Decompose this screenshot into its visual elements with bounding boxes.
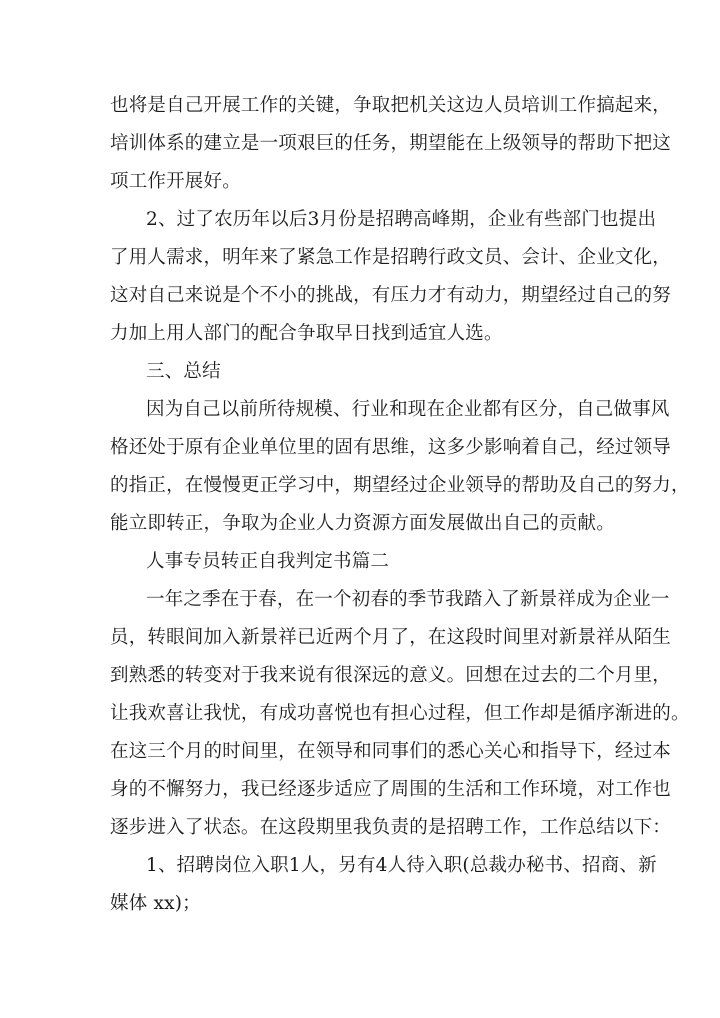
text-line: 的指正，在慢慢更正学习中，期望经过企业领导的帮助及自己的努力， <box>110 475 690 496</box>
section-title: 人事专员转正自我判定书篇二 <box>146 551 390 572</box>
text-line: 1、招聘岗位入职1人，另有4人待入职(总裁办秘书、招商、新 <box>146 855 657 876</box>
text-line: 让我欢喜让我忧，有成功喜悦也有担心过程，但工作却是循序渐进的。 <box>110 703 690 724</box>
text-line: 了用人需求，明年来了紧急工作是招聘行政文员、会计、企业文化， <box>110 247 672 268</box>
text-line: 能立即转正，争取为企业人力资源方面发展做出自己的贡献。 <box>110 513 615 534</box>
text-line: 项工作开展好。 <box>110 171 241 192</box>
text-line: 在这三个月的时间里，在领导和同事们的悉心关心和指导下，经过本 <box>110 741 672 762</box>
text-line: 2、过了农历年以后3月份是招聘高峰期，企业有些部门也提出 <box>146 209 657 230</box>
text-line: 员，转眼间加入新景祥已近两个月了，在这段时间里对新景祥从陌生 <box>110 627 672 648</box>
text-line: 一年之季在于春，在一个初春的季节我踏入了新景祥成为企业一 <box>146 589 670 610</box>
text-line: 力加上用人部门的配合争取早日找到适宜人选。 <box>110 323 503 344</box>
text-line: 身的不懈努力，我已经逐步适应了周围的生活和工作环境，对工作也 <box>110 779 672 800</box>
text-line: 这对自己来说是个不小的挑战，有压力才有动力，期望经过自己的努 <box>110 285 672 306</box>
section-heading: 三、总结 <box>146 361 221 382</box>
text-line: 媒体 xx)； <box>110 893 201 914</box>
text-line: 因为自己以前所待规模、行业和现在企业都有区分，自己做事风 <box>146 399 670 420</box>
text-line: 培训体系的建立是一项艰巨的任务，期望能在上级领导的帮助下把这 <box>110 133 672 154</box>
text-line: 格还处于原有企业单位里的固有思维，这多少影响着自己，经过领导 <box>110 437 672 458</box>
text-line: 逐步进入了状态。在这段期里我负责的是招聘工作，工作总结以下： <box>110 817 672 838</box>
text-line: 到熟悉的转变对于我来说有很深远的意义。回想在过去的二个月里， <box>110 665 672 686</box>
text-line: 也将是自己开展工作的关键，争取把机关这边人员培训工作搞起来， <box>110 95 672 116</box>
